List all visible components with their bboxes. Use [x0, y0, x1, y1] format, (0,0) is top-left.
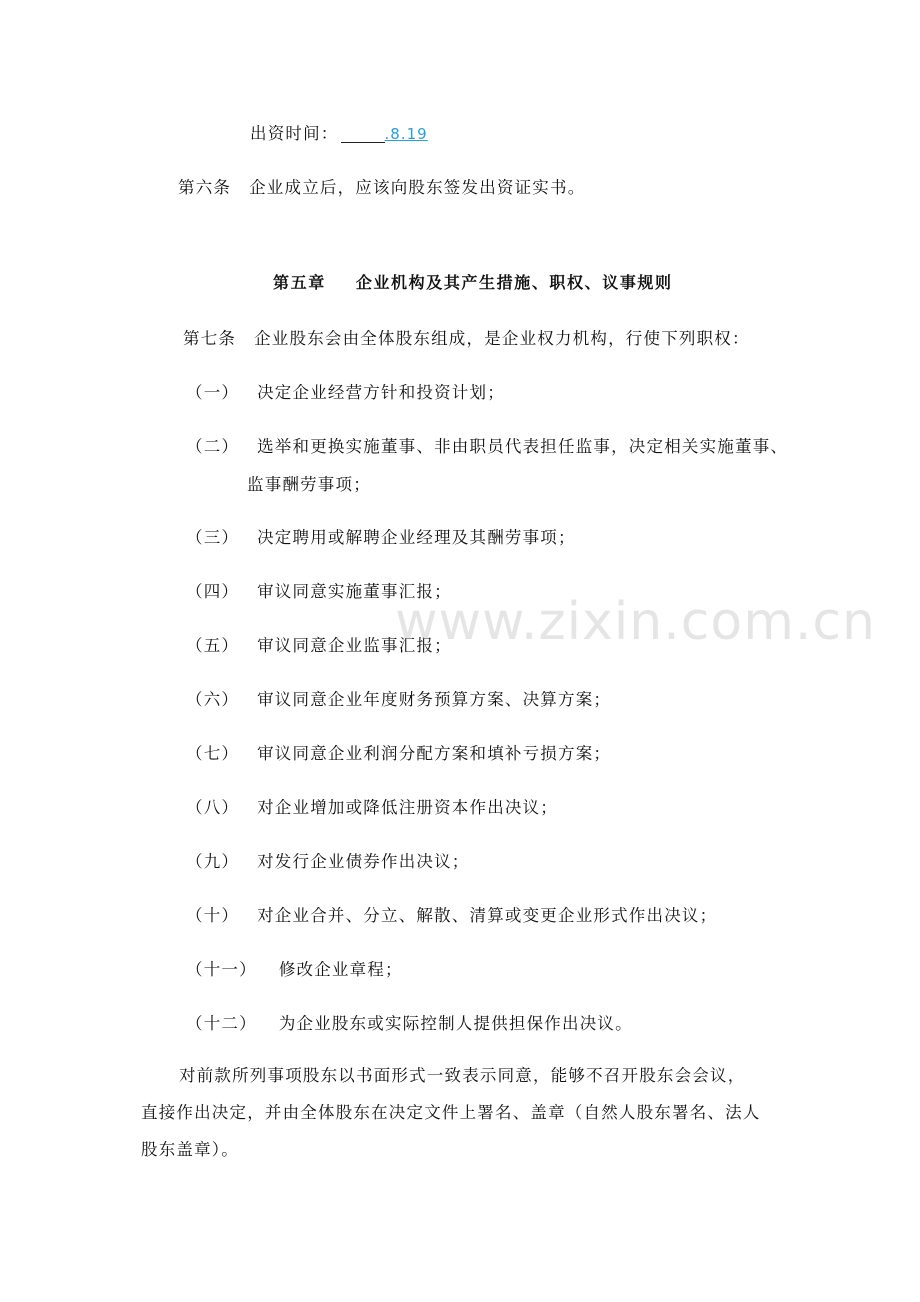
list-item — [186, 848, 470, 872]
item-text: 决定聘用或解聘企业经理及其酬劳事项； — [257, 528, 576, 547]
contribution-date-link[interactable]: .8.19 — [384, 125, 428, 143]
item-number: （八） — [186, 798, 240, 817]
list-item — [186, 740, 611, 764]
list-item — [186, 794, 558, 818]
item-text: 决定企业经营方针和投资计划； — [257, 383, 505, 402]
item-number: （六） — [186, 690, 240, 709]
list-item-continuation — [247, 471, 371, 495]
item-number: （十二） — [186, 1014, 257, 1033]
item-text: 为企业股东或实际控制人提供担保作出决议。 — [278, 1014, 633, 1033]
watermark: www.zixin.com.cn — [395, 592, 876, 652]
item-text: 审议同意企业年度财务预算方案、决算方案； — [257, 690, 612, 709]
article-7-number: 第七条 — [183, 329, 237, 348]
article-7-text: 企业股东会由全体股东组成，是企业权力机构，行使下列职权： — [254, 329, 750, 348]
item-number: （二） — [186, 437, 240, 456]
item-number: （一） — [186, 383, 240, 402]
item-number: （四） — [186, 582, 240, 601]
item-text: 对企业合并、分立、解散、清算或变更企业形式作出决议； — [257, 906, 718, 925]
chapter-5-number: 第五章 — [273, 273, 326, 292]
contribution-time-label: 出资时间： — [250, 124, 339, 143]
item-number: （三） — [186, 528, 240, 547]
chapter-5-title: 企业机构及其产生措施、职权、议事规则 — [355, 273, 673, 292]
item-number: （七） — [186, 744, 240, 763]
list-item — [186, 524, 576, 548]
closing-paragraph-line-1: 对前款所列事项股东以书面形式一致表示同意，能够不召开股东会会议， — [179, 1066, 746, 1085]
item-text: 审议同意企业监事汇报； — [257, 636, 452, 655]
list-item — [186, 902, 717, 926]
closing-paragraph-line-3: 股东盖章）。 — [141, 1140, 239, 1159]
article-7 — [183, 325, 750, 349]
item-text: 审议同意实施董事汇报； — [257, 582, 452, 601]
closing-paragraph-line-2: 直接作出决定，并由全体股东在决定文件上署名、盖章（自然人股东署名、法人 — [141, 1103, 761, 1122]
item-text: 对发行企业债券作出决议； — [257, 852, 470, 871]
item-number: （十） — [186, 906, 240, 925]
item-number: （九） — [186, 852, 240, 871]
item-number: （十一） — [186, 960, 257, 979]
chapter-5-heading — [273, 270, 673, 293]
list-item — [186, 379, 505, 403]
list-item — [186, 686, 611, 710]
item-text: 审议同意企业利润分配方案和填补亏损方案； — [257, 744, 612, 763]
contribution-time-line — [250, 120, 428, 144]
blank-underline — [341, 124, 385, 143]
article-6-number: 第六条 — [178, 178, 232, 197]
article-6 — [178, 174, 585, 198]
item-text: 选举和更换实施董事、非由职员代表担任监事，决定相关实施董事、 — [257, 437, 789, 456]
list-item — [186, 956, 403, 980]
list-item — [186, 1010, 633, 1034]
list-item — [186, 433, 788, 457]
item-number: （五） — [186, 636, 240, 655]
item-text: 对企业增加或降低注册资本作出决议； — [257, 798, 559, 817]
item-text: 修改企业章程； — [278, 960, 403, 979]
item-text-continued: 监事酬劳事项； — [247, 475, 371, 494]
article-6-text: 企业成立后，应该向股东签发出资证实书。 — [249, 178, 586, 197]
